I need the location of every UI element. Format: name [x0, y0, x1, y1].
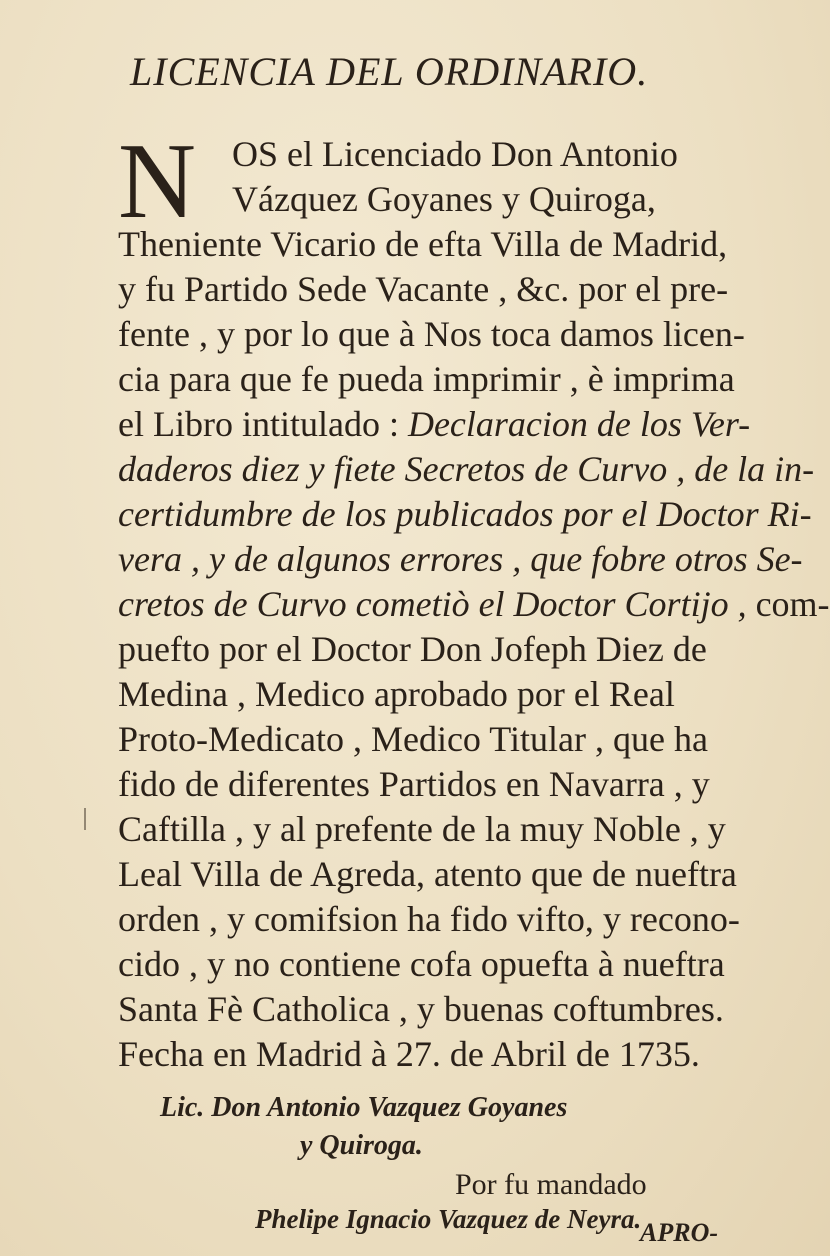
text-line-16: Caftilla , y al prefente de la muy Noble , y	[118, 809, 726, 849]
text-line-19: cido , y no contiene cofa opuefta à nueftra	[118, 944, 725, 984]
secretary-name: Phelipe Ignacio Vazquez de Neyra.	[255, 1204, 642, 1234]
signature-name: Lic. Don Antonio Vazquez Goyanes	[160, 1092, 568, 1123]
text-line-8: daderos diez y fiete Secretos de Curvo , de la in-	[118, 449, 815, 489]
page-title: LICENCIA DEL ORDINARIO.	[130, 49, 649, 94]
text-line-17: Leal Villa de Agreda, atento que de nueftra	[118, 854, 737, 894]
text-line-7-roman: el Libro intitulado :	[118, 404, 399, 444]
text-line-11	[118, 582, 830, 626]
text-line-6: cia para que fe pueda imprimir , è imprima	[118, 359, 735, 399]
text-line-10: vera , y de algunos errores , que fobre otros Se-	[118, 539, 803, 579]
text-line-12: puefto por el Doctor Don Jofeph Diez de	[118, 629, 707, 669]
text-line-21: Fecha en Madrid à 27. de Abril de 1735.	[118, 1034, 700, 1074]
order-line: Por fu mandado	[455, 1168, 647, 1201]
drop-cap: N	[118, 122, 196, 241]
signature-name-2: y Quiroga.	[300, 1130, 423, 1161]
text-line-5: fente , y por lo que à Nos toca damos licen-	[118, 314, 745, 354]
text-line-1: OS el Licenciado Don Antonio	[232, 134, 678, 174]
catchword: APRO-	[640, 1218, 718, 1247]
text-line-13: Medina , Medico aprobado por el Real	[118, 674, 675, 714]
book-title-end: cretos de Curvo cometiò el Doctor Cortijo ,	[118, 584, 747, 624]
text-line-7	[118, 402, 750, 446]
text-line-14: Proto-Medicato , Medico Titular , que ha	[118, 719, 708, 759]
text-line-9: certidumbre de los publicados por el Doctor Ri-	[118, 494, 812, 534]
margin-mark	[84, 808, 86, 830]
text-line-20: Santa Fè Catholica , y buenas coftumbres.	[118, 989, 724, 1029]
book-title-start: Declaracion de los Ver-	[407, 404, 751, 444]
text-line-18: orden , y comifsion ha fido vifto, y recono-	[118, 899, 740, 939]
text-line-4: y fu Partido Sede Vacante , &c. por el pre-	[118, 269, 729, 309]
text-line-15: fido de diferentes Partidos en Navarra , y	[118, 764, 710, 804]
text-line-3: Theniente Vicario de efta Villa de Madrid,	[118, 224, 728, 264]
text-line-2: Vázquez Goyanes y Quiroga,	[232, 179, 656, 219]
text-line-11-roman: com-	[755, 584, 830, 624]
